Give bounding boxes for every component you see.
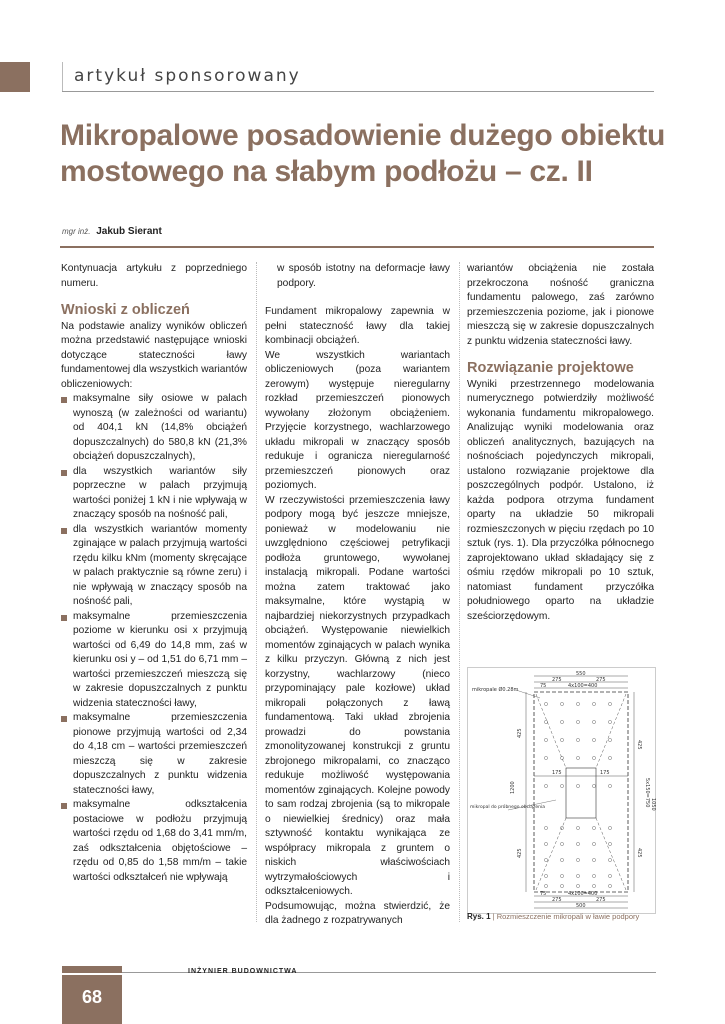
micropile-marker [608, 738, 611, 741]
micropile-marker [576, 720, 579, 723]
micropile-marker [592, 784, 595, 787]
caption-number: Rys. 1 [467, 912, 491, 921]
micropile-marker [592, 858, 595, 861]
dim-label: 75 [540, 891, 547, 897]
paragraph: Fundament mikropalowy zapewnia w pełni stateczność ławy dla takiej kombinacji obciążeń. [265, 306, 450, 346]
micropile-marker [592, 702, 595, 705]
paragraph: Na podstawie analizy wyników obliczeń można przedstawić następujące wnioski dotyczące stateczności ławy fundamentowej dla wszystkich wariantów obliczeniowych: [61, 320, 247, 390]
micropile-marker [544, 842, 547, 845]
micropile-marker [576, 858, 579, 861]
micropile-marker [560, 842, 563, 845]
caption-text: Rozmieszczenie mikropali w ławie podpory [496, 912, 640, 921]
micropile-marker [608, 874, 611, 877]
micropile-marker [544, 702, 547, 705]
section-heading-wnioski: Wnioski z obliczeń [61, 302, 190, 318]
figure-caption: Rys. 1 | Rozmieszczenie mikropali w ławie podpory [467, 912, 640, 921]
micropile-marker [592, 756, 595, 759]
micropile-marker [576, 738, 579, 741]
micropile-marker [560, 702, 563, 705]
paragraph: W rzeczywistości przemieszczenia ławy podpory mogą być jeszcze mniejsze, ponieważ w modelowaniu nie uwzględniono częściowej petryfikacji podłoża gruntowego, wywołanej instalacją mikropali. Podane wartości można zatem traktować jako maksymalne, które wystąpią w najbardziej niekorzystnych przypadkach obciążeń. Występowanie niewielkich momentów zginających w palach wynika z kilku przyczyn. Główną z nich jest korzystny, wachlarzowy (nieco przypominający pale kozłowe) układ mikropali połączonych z ławą fundamentową. Taki układ zbrojenia prowadzi do powstania zmonolityzowanej konstrukcji z gruntu zbrojonego mikropalami, co znacząco redukuje możliwość występowania momentów zginających. Kolejne powody to sam rodzaj zbrojenia (są to mikropale o niewielkiej średnicy) oraz mała sztywność kontaktu wynikająca ze współpracy mikropala z gruntem o niskich właściwościach wytrzymałościowych i odkształceniowych. [265, 494, 450, 897]
dim-label: 175 [552, 770, 562, 776]
continued-text: w sposób istotny na deformacje ławy podpory. [277, 263, 450, 289]
article-title: Mikropalowe posadowienie dużego obiektu mostowego na słabym podłożu – cz. II [60, 119, 666, 188]
dim-label: 425 [636, 740, 642, 750]
micropile-marker [592, 738, 595, 741]
pile-layout-drawing [468, 668, 655, 913]
dim-label: 75 [540, 683, 547, 689]
column-3 [467, 262, 654, 624]
micropile-marker [608, 702, 611, 705]
label-micropiles: mikropale Ø0.28m [472, 687, 519, 693]
micropile-marker [592, 826, 595, 829]
micropile-marker [560, 858, 563, 861]
micropile-marker [544, 756, 547, 759]
dim-label: 275 [552, 677, 562, 683]
micropile-marker [608, 784, 611, 787]
micropile-marker [544, 826, 547, 829]
micropile-marker [608, 826, 611, 829]
column-1 [61, 262, 247, 885]
continued-text: wariantów obciążenia nie została przekroczona nośność graniczna fundamentu palowego, zaś zarówno przemieszczenia poziome, jak i pionowe mieszczą się w zakresie dopuszczalnych z punktu widzenia stateczności ławy. [467, 263, 654, 347]
dim-label: 500 [576, 903, 586, 909]
micropile-marker [544, 784, 547, 787]
micropile-marker [560, 874, 563, 877]
micropile-marker [608, 884, 611, 887]
dim-label: 4x100=400 [568, 683, 598, 689]
figure-pile-layout [467, 667, 656, 914]
list-item: maksymalne odkształcenia postaciowe w podłożu przyjmują wartości rzędu od 1,68 do 3,41 mm/m, zaś odkształcenia objętościowe – rzędu od 0,85 do 1,58 mm/m – takie wartości odkształceń nie wpływają [61, 798, 247, 885]
micropile-marker [560, 720, 563, 723]
micropile-marker [576, 826, 579, 829]
dim-label: 1050 [650, 798, 656, 811]
column-separator [459, 262, 460, 922]
micropile-marker [544, 874, 547, 877]
footer-accent-bar [62, 966, 122, 973]
micropile-marker [608, 842, 611, 845]
dim-label: 5x150=750 [644, 778, 650, 808]
bullet-list [61, 392, 247, 885]
paragraph: Wyniki przestrzennego modelowania numerycznego potwierdziły możliwość wykonania fundamentu mikropalowego. Analizując wyniki modelowania oraz obliczeń analitycznych, bazujących na nośnościach pojedynczych mikropali, ustalono rozwiązanie projektowe dla poszczególnych podpór. Ustalono, iż każda podpora otrzyma fundament oparty na układzie 50 mikropali rozmieszczonych w pięciu rzędach po 10 sztuk (rys. 1). Dla przyczółka północnego zaprojektowano układ składający się z ośmiu rzędów mikropali po 10 sztuk, natomiast fundament przyczółka południowego oparto na układzie sześciorzędowym. [467, 378, 654, 622]
micropile-marker [560, 784, 563, 787]
footer-rule [62, 972, 656, 973]
dim-label: 550 [576, 671, 586, 677]
dim-label: 175 [600, 770, 610, 776]
list-item: maksymalne siły osiowe w palach wynoszą (w zależności od wariantu) od 404,1 kN (14,8% obciążeń dopuszczalnych) do 580,8 kN (21,3% obciążeń dopuszczalnych), [61, 392, 247, 465]
list-item: maksymalne przemieszczenia poziome w kierunku osi x przyjmują wartości od 6,49 do 14,8 mm, zaś w kierunku osi y – od 1,51 do 6,71 mm – wartości przemieszczeń mieszczą się w zakresie dopuszczalnych z punktu widzenia stateczności ławy, [61, 610, 247, 712]
micropile-marker [592, 842, 595, 845]
dim-label: 1200 [510, 781, 516, 794]
dim-label: 275 [596, 677, 606, 683]
list-item: dla wszystkich wariantów siły poprzeczne w palach przyjmują wartości poniżej 1 kN i nie wpływają w znaczący sposób na nośność pali, [61, 465, 247, 523]
micropile-marker [544, 858, 547, 861]
byline [62, 226, 162, 237]
micropile-marker [576, 702, 579, 705]
micropile-marker [544, 884, 547, 887]
micropile-marker [560, 756, 563, 759]
author-degree: mgr inż. [62, 227, 91, 236]
intro-paragraph: Kontynuacja artykułu z poprzedniego numeru. [61, 263, 247, 289]
dim-label: 425 [517, 728, 523, 738]
micropile-marker [544, 738, 547, 741]
author-name: Jakub Sierant [96, 226, 162, 237]
micropile-marker [608, 756, 611, 759]
micropile-marker [592, 884, 595, 887]
micropile-marker [608, 858, 611, 861]
micropile-marker [592, 720, 595, 723]
page-number: 68 [62, 975, 122, 1024]
micropile-marker [560, 884, 563, 887]
magazine-name: INŻYNIER BUDOWNICTWA [188, 968, 298, 975]
dim-label: 425 [517, 848, 523, 858]
micropile-marker [592, 874, 595, 877]
dim-label: 4x100=400 [568, 891, 598, 897]
micropile-marker [576, 756, 579, 759]
list-item: dla wszystkich wariantów momenty zginające w palach przyjmują wartości rzędu kilku kNm (momenty skręcające w palach praktycznie są równe zeru) i nie wpływają w znaczący sposób na nośność pali, [61, 523, 247, 610]
dim-label: 425 [636, 848, 642, 858]
column-2 [265, 262, 450, 929]
list-item: maksymalne przemieszczenia pionowe przyjmują wartości od 2,34 do 4,18 cm – wartości przemieszczeń mieszczą się w zakresie dopuszczalnych z punktu widzenia stateczności ławy, [61, 711, 247, 798]
micropile-marker [560, 738, 563, 741]
dim-label: 275 [552, 897, 562, 903]
paragraph: Podsumowując, można stwierdzić, że dla żadnego z rozpatrywanych [265, 900, 450, 926]
column-separator [256, 262, 257, 922]
label-test-pile: mikropal do próbnego obciążenia [470, 805, 546, 810]
section-heading-rozwiazanie: Rozwiązanie projektowe [467, 360, 634, 376]
paragraph: We wszystkich wariantach obliczeniowych (poza wariantem zerowym) występuje nieregularny rozkład przemieszczeń pionowych wywołany złożonym obciążeniem. Przyjęcie korzystnego, wachlarzowego układu mikropali w znaczący sposób redukuje i ogranicza nieregularność przemieszczeń pionowych oraz poziomych. [265, 349, 450, 491]
header-rule [62, 91, 654, 92]
micropile-marker [576, 842, 579, 845]
section-label: artykuł sponsorowany [74, 66, 301, 86]
dim-label: 275 [596, 897, 606, 903]
micropile-marker [576, 784, 579, 787]
header-corner-box [30, 62, 63, 92]
micropile-marker [608, 720, 611, 723]
byline-rule [60, 246, 654, 248]
micropile-marker [576, 884, 579, 887]
micropile-marker [576, 874, 579, 877]
